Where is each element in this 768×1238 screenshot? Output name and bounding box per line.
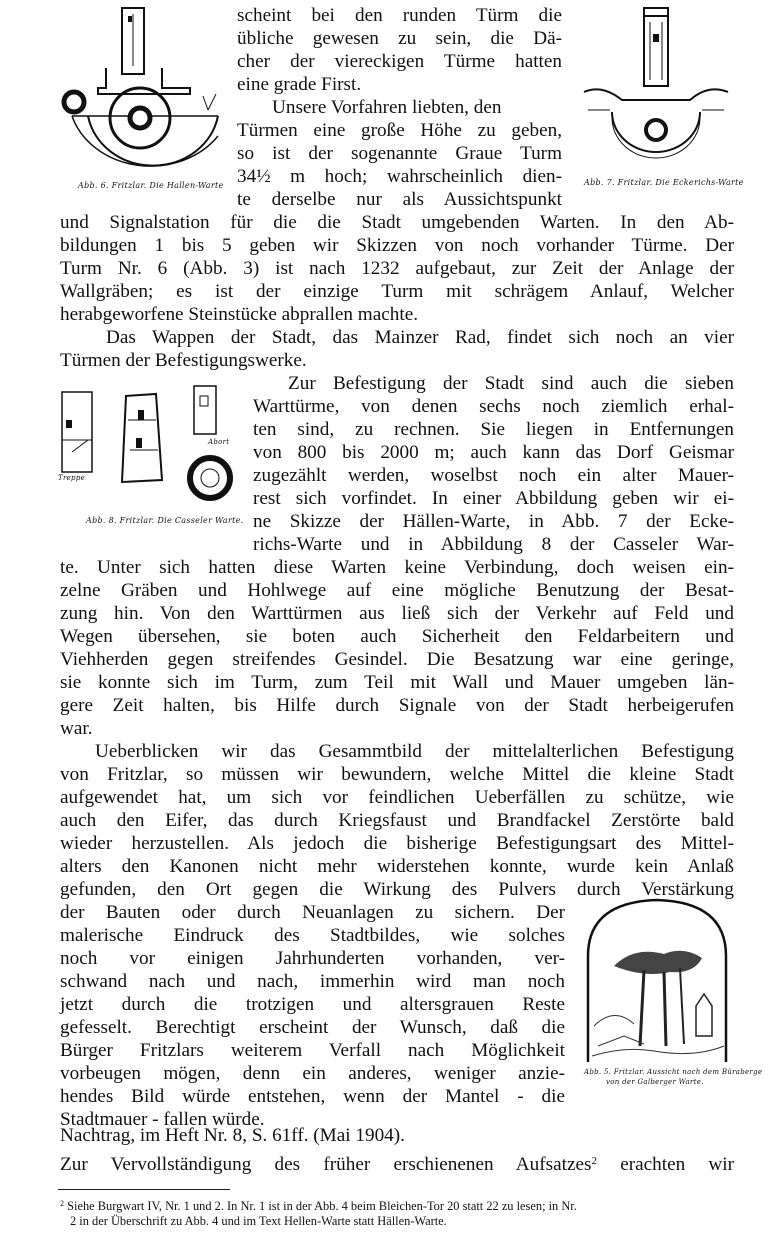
text-line: vorbeugen mögen, denn ein anderes, weniger anzie- xyxy=(60,1063,565,1084)
text-line: richs-Warte und in Abbildung 8 der Casseler War- xyxy=(253,534,734,555)
text-line-last xyxy=(60,1154,734,1176)
eckerichs-warte-sketch xyxy=(582,6,730,178)
figure-caption: Abb. 6. Fritzlar. Die Hallen-Warte xyxy=(78,181,224,190)
text-line: zugezählt werden, woselbst noch ein alter Mauer- xyxy=(253,465,734,486)
text-line: Stadtmauer - fallen würde. xyxy=(60,1109,265,1130)
text-line: und Signalstation für die die Stadt umgebenden Warten. In den Ab- xyxy=(60,212,734,233)
last-line-end: erachten wir xyxy=(620,1154,734,1175)
text-line: schwand nach und nach, immerhin wird man noch xyxy=(60,971,565,992)
footnote-marker: 2 xyxy=(60,1199,64,1208)
figure-label: Abort xyxy=(208,438,230,446)
hallen-warte-sketch xyxy=(58,6,230,176)
text-line: Wegen übersehen, sie boten auch Sicherheit den Feldarbeitern und xyxy=(60,626,734,647)
footnote-reference: 2 xyxy=(591,1155,597,1167)
text-line: Wallgräben; es ist der einzige Turm mit schrägem Anlauf, Welcher xyxy=(60,281,734,302)
text-line: so ist der sogenannte Graue Turm xyxy=(237,143,562,164)
text-line: Turm Nr. 6 (Abb. 3) ist nach 1232 aufgebaut, zur Zeit der Anlage der xyxy=(60,258,734,279)
text-line: gere Zeit halten, bis Hilfe durch Signale von der Stadt herbeigerufen xyxy=(60,695,734,716)
text-line: rest sich vorfindet. In einer Abbildung geben wir ei- xyxy=(253,488,734,509)
figure-caption: Abb. 8. Fritzlar. Die Casseler Warte. xyxy=(86,516,244,525)
text-line: Nachtrag, im Heft Nr. 8, S. 61ff. (Mai 1904). xyxy=(60,1125,405,1146)
text-line: übliche gewesen zu sein, die Dä- xyxy=(237,28,562,49)
text-line: Ueberblicken wir das Gesammtbild der mittelalterlichen Befestigung xyxy=(95,741,734,762)
text-line: Warttürme, von denen sechs noch ziemlich erhal- xyxy=(253,396,734,417)
figure-eckerichs-warte xyxy=(582,6,744,202)
text-line: Türmen der Befestigungswerke. xyxy=(60,350,307,371)
text-line: bildungen 1 bis 5 geben wir Skizzen von noch vorhander Türme. Der xyxy=(60,235,734,256)
text-line: jetzt durch die trotzigen und altersgrauen Reste xyxy=(60,994,565,1015)
text-line: ten sind, zu rechnen. Sie liegen in Entfernungen xyxy=(253,419,734,440)
text-line: gefunden, den Ort gegen die Wirkung des Pulvers durch Verstärkung xyxy=(60,879,734,900)
text-line: Viehherden gegen streifendes Gesindel. Die Besatzung war eine geringe, xyxy=(60,649,734,670)
text-line: cher der viereckigen Türme hatten xyxy=(237,51,562,72)
text-line: sie konnte sich im Turm, zum Teil mit Wall und Mauer umgeben län- xyxy=(60,672,734,693)
text-line: alters den Kanonen nicht mehr widerstehen konnte, wurde kein Anlaß xyxy=(60,856,734,877)
figure-casseler-warte xyxy=(58,380,244,532)
footnote-line-2 xyxy=(70,1214,447,1229)
text-line: herabgeworfene Steinstücke abprallen machte. xyxy=(60,304,419,325)
text-line: Türmen eine große Höhe zu geben, xyxy=(237,120,562,141)
figure-label: Treppe xyxy=(58,474,86,482)
text-line: Das Wappen der Stadt, das Mainzer Rad, findet sich noch an vier xyxy=(106,327,734,348)
text-line: noch vor einigen Jahrhunderten vorhanden, ver- xyxy=(60,948,565,969)
text-line: auch den Eifer, das durch Kriegsfaust und Brandfackel Zerstörte bald xyxy=(60,810,734,831)
footnote-text: Siehe Burgwart IV, Nr. 1 und 2. In Nr. 1 ist in der Abb. 4 beim Bleichen-Tor 20 statt 22 zu lesen; in Nr. xyxy=(67,1199,577,1213)
footnote-line-1 xyxy=(60,1199,577,1214)
text-line: Zur Befestigung der Stadt sind auch die sieben xyxy=(288,373,734,394)
text-line: te derselbe nur als Aussichtspunkt xyxy=(237,189,562,210)
text-line: ne Skizze der Hällen-Warte, in Abb. 7 der Ecke- xyxy=(253,511,734,532)
text-line: Unsere Vorfahren liebten, den xyxy=(272,97,502,118)
figure-caption: Abb. 5. Fritzlar. Aussicht nach dem Büraberge xyxy=(584,1068,763,1076)
text-line: zung hin. Von den Warttürmen aus ließ sich der Verkehr auf Feld und xyxy=(60,603,734,624)
text-line: war. xyxy=(60,718,93,739)
figure-caption: von der Galberger Warte. xyxy=(606,1078,704,1086)
figure-caption: Abb. 7. Fritzlar. Die Eckerichs-Warte xyxy=(584,178,744,187)
text-line: der Bauten oder durch Neuanlagen zu sichern. Der xyxy=(60,902,565,923)
text-line: te. Unter sich hatten diese Warten keine Verbindung, doch weisen ein- xyxy=(60,557,734,578)
text-line: gefesselt. Berechtigt erscheint der Wunsch, daß die xyxy=(60,1017,565,1038)
text-line: wieder herzustellen. Als jedoch die bisherige Befestigungsart des Mittel- xyxy=(60,833,734,854)
aussicht-sketch xyxy=(584,896,730,1062)
text-line: eine grade First. xyxy=(237,74,362,95)
text-line: scheint bei den runden Türm die xyxy=(237,5,562,26)
text-line: aufgewendet hat, um sich vor feindlichen Ueberfällen zu schütze, wie xyxy=(60,787,734,808)
text-line: zelne Gräben und Hohlwege auf eine mögliche Benutzung der Besat- xyxy=(60,580,734,601)
text-line: malerische Eindruck des Stadtbildes, wie solches xyxy=(60,925,565,946)
text-line: hendes Bild würde entstehen, wenn der Mantel - die xyxy=(60,1086,565,1107)
figure-aussicht xyxy=(584,896,763,1092)
text-line: 34½ m hoch; wahrscheinlich dien- xyxy=(237,166,562,187)
figure-hallen-warte xyxy=(58,6,230,196)
footnote-text: 2 in der Überschrift zu Abb. 4 und im Text Hellen-Warte statt Hällen-Warte. xyxy=(70,1214,447,1228)
text-line: von 800 bis 2000 m; auch kann das Dorf Geismar xyxy=(253,442,734,463)
text-line: von Fritzlar, so müssen wir bewundern, welche Mittel die kleine Stadt xyxy=(60,764,734,785)
text-line: Bürger Fritzlars weiterem Verfall nach Möglichkeit xyxy=(60,1040,565,1061)
footnote-rule xyxy=(58,1189,230,1190)
last-line-start: Zur Vervollständigung des früher erschienenen Aufsatzes xyxy=(60,1154,592,1175)
